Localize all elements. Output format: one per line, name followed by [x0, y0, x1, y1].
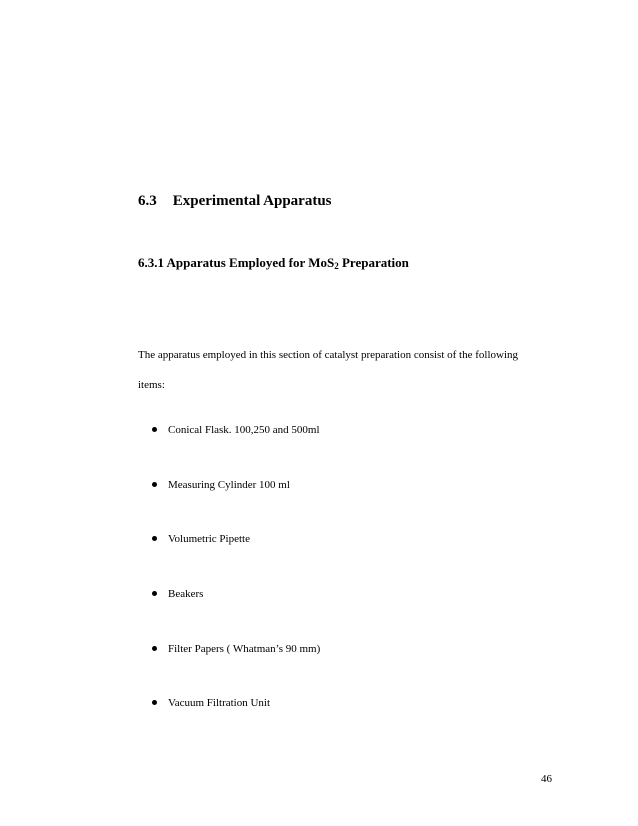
subsection-subscript: 2: [334, 261, 339, 271]
bullet-icon: [152, 482, 157, 487]
section-title: Experimental Apparatus: [172, 193, 332, 209]
bullet-icon: [152, 646, 157, 651]
page-number: 46: [541, 773, 552, 785]
paragraph-line-1: The apparatus employed in this section of catalyst preparation consist of the following: [138, 349, 519, 361]
paragraph-line-2: items:: [138, 379, 165, 391]
list-item: [152, 584, 203, 604]
list-item: [152, 529, 250, 549]
list-item-text: Measuring Cylinder 100 ml: [168, 479, 290, 491]
list-item-text: Volumetric Pipette: [168, 533, 250, 545]
bullet-icon: [152, 536, 157, 541]
list-item: [152, 420, 320, 440]
bullet-icon: [152, 427, 157, 432]
section-number: 6.3: [138, 193, 157, 209]
list-item: [152, 639, 320, 659]
list-item-text: Vacuum Filtration Unit: [168, 697, 271, 709]
body-paragraph: [138, 340, 558, 400]
list-item: [152, 693, 270, 713]
list-item: [152, 475, 290, 495]
subsection-heading: [138, 255, 409, 271]
list-item-text: Filter Papers ( Whatman’s 90 mm): [168, 643, 321, 655]
subsection-title-prefix: 6.3.1 Apparatus Employed for MoS: [138, 255, 335, 270]
list-item-text: Conical Flask. 100,250 and 500ml: [168, 424, 320, 436]
bullet-icon: [152, 591, 157, 596]
list-item-text: Beakers: [168, 588, 204, 600]
subsection-title-suffix: Preparation: [338, 255, 409, 270]
section-heading: [138, 193, 332, 210]
bullet-icon: [152, 700, 157, 705]
